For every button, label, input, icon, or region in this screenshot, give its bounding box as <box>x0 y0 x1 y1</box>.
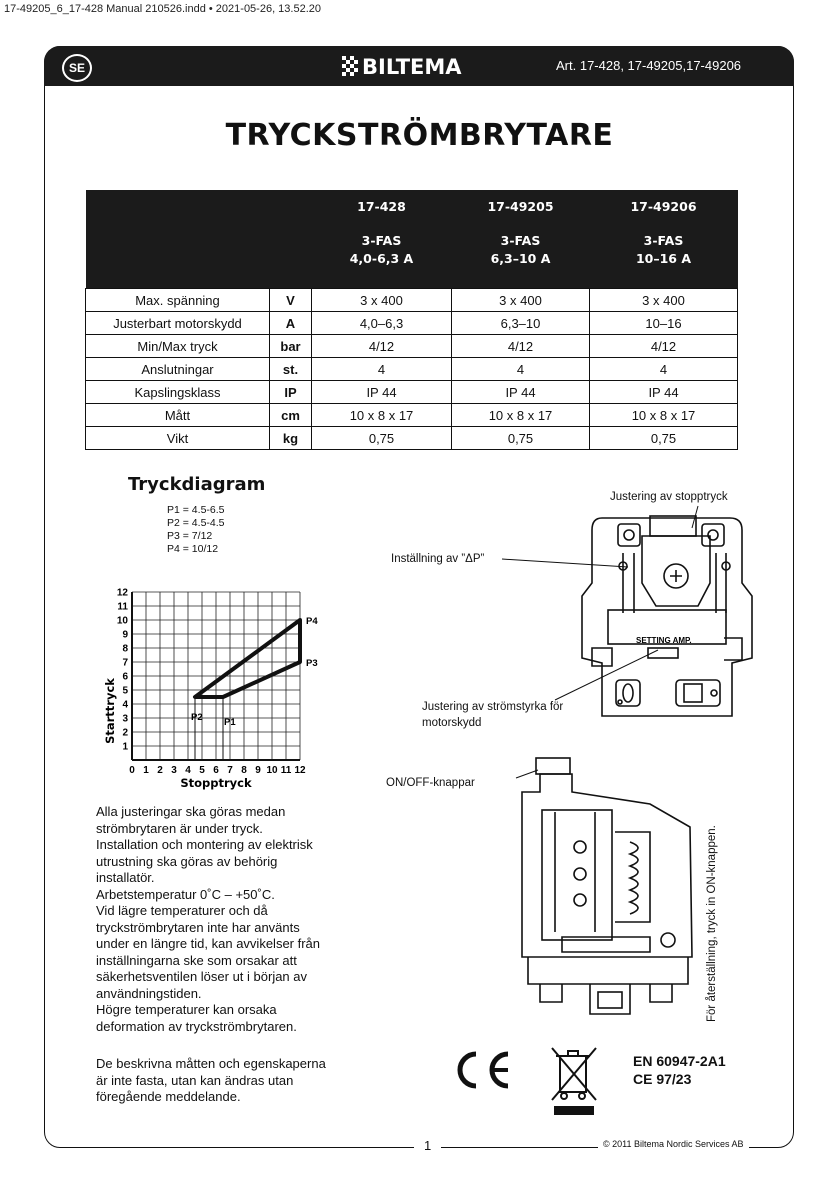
table-row <box>86 312 738 335</box>
text-line: Högre temperaturer kan orsaka <box>96 1002 277 1017</box>
checker-icon <box>342 56 358 76</box>
y-axis-label: Starttryck <box>103 678 117 744</box>
x-tick-label: 12 <box>294 765 306 776</box>
model-art: 17-428 <box>357 199 406 214</box>
table-cell: 3 x 400 <box>590 289 738 312</box>
article-number: Art. 17-428, 17-49205,17-49206 <box>556 58 742 73</box>
brand-name: BILTEMA <box>362 55 462 79</box>
model-header <box>452 190 590 289</box>
y-tick-label: 1 <box>122 741 128 753</box>
page-number: 1 <box>414 1138 441 1153</box>
x-tick-label: 5 <box>199 765 205 776</box>
x-tick-label: 4 <box>185 765 191 776</box>
row-label: Max. spänning <box>86 289 270 312</box>
diagram-title: Tryckdiagram <box>128 474 266 495</box>
table-row <box>86 381 738 404</box>
x-tick-label: 2 <box>157 765 163 776</box>
table-cell: 10 x 8 x 17 <box>590 404 738 427</box>
row-unit: IP <box>270 381 312 404</box>
model-phase: 3-FAS <box>643 233 684 248</box>
instructions-text <box>96 804 376 1035</box>
x-tick-label: 9 <box>255 765 261 776</box>
y-tick-label: 7 <box>122 657 128 669</box>
table-cell: IP 44 <box>452 381 590 404</box>
y-tick-label: 9 <box>122 629 128 641</box>
row-unit: kg <box>270 427 312 450</box>
y-tick-label: 5 <box>122 685 128 697</box>
table-cell: 6,3–10 <box>452 312 590 335</box>
model-header <box>590 190 738 289</box>
text-line: under en längre tid, kan avvikelser från <box>96 936 321 951</box>
spec-header-row <box>86 190 738 289</box>
table-row <box>86 358 738 381</box>
text-line: föregående meddelande. <box>96 1089 241 1104</box>
x-tick-label: 3 <box>171 765 177 776</box>
x-tick-label: 1 <box>143 765 149 776</box>
table-cell: 3 x 400 <box>452 289 590 312</box>
table-cell: 10 x 8 x 17 <box>312 404 452 427</box>
model-range: 10–16 A <box>635 251 692 266</box>
spec-header-blank <box>86 190 270 289</box>
text-line: utrustning ska göras av behörig <box>96 853 278 869</box>
text-line: Vid lägre temperaturer och då <box>96 903 268 918</box>
x-tick-label: 0 <box>129 765 135 776</box>
row-unit: st. <box>270 358 312 381</box>
document-title: TRYCKSTRÖMBRYTARE <box>225 118 614 153</box>
x-tick-label: 11 <box>280 765 292 776</box>
y-tick-label: 4 <box>122 699 128 711</box>
table-row <box>86 427 738 450</box>
standard-en: EN 60947-2A1 <box>633 1053 726 1069</box>
x-tick-label: 10 <box>266 765 278 776</box>
table-cell: 10 x 8 x 17 <box>452 404 590 427</box>
text-line: Arbetstemperatur 0˚C – +50˚C. <box>96 886 275 902</box>
row-unit: bar <box>270 335 312 358</box>
model-phase: 3-FAS <box>500 233 541 248</box>
y-tick-label: 10 <box>116 615 128 627</box>
model-header <box>312 190 452 289</box>
model-phase: 3-FAS <box>361 233 402 248</box>
table-cell: 4/12 <box>590 335 738 358</box>
table-cell: 0,75 <box>590 427 738 450</box>
model-range: 6,3–10 A <box>490 251 551 266</box>
table-cell: 10–16 <box>590 312 738 335</box>
row-label: Mått <box>86 404 270 427</box>
model-art: 17-49206 <box>630 199 697 214</box>
text-line: installatör. <box>96 870 155 885</box>
legend-entry: P3 = 7/12 <box>167 530 213 542</box>
disclaimer-text <box>96 1056 366 1106</box>
callout-stop-adjust: Justering av stopptryck <box>610 491 728 503</box>
y-tick-label: 6 <box>122 671 128 683</box>
row-label: Anslutningar <box>86 358 270 381</box>
pressure-chart <box>72 578 362 790</box>
language-badge: SE <box>62 54 92 82</box>
table-cell: 3 x 400 <box>312 289 452 312</box>
y-tick-label: 11 <box>117 601 128 613</box>
text-line: strömbrytaren är under tryck. <box>96 820 263 836</box>
text-line: är inte fasta, utan kan ändras utan <box>96 1072 294 1088</box>
row-unit: V <box>270 289 312 312</box>
device-section-illustration <box>500 752 715 1027</box>
reset-note: För återställning, tryck in ON-knappen. <box>706 825 718 1022</box>
table-cell: 4/12 <box>452 335 590 358</box>
table-cell: 0,75 <box>312 427 452 450</box>
callout-onoff: ON/OFF-knappar <box>386 777 475 789</box>
text-line: Alla justeringar ska göras medan <box>96 804 286 819</box>
table-row <box>86 289 738 312</box>
row-unit: cm <box>270 404 312 427</box>
row-label: Vikt <box>86 427 270 450</box>
copyright: © 2011 Biltema Nordic Services AB <box>598 1139 749 1149</box>
model-art: 17-49205 <box>487 199 554 214</box>
table-cell: 0,75 <box>452 427 590 450</box>
point-label: P1 <box>224 717 236 728</box>
model-range: 4,0-6,3 A <box>349 251 414 266</box>
table-cell: IP 44 <box>590 381 738 404</box>
table-cell: 4 <box>452 358 590 381</box>
legend-entry: P4 = 10/12 <box>167 543 219 555</box>
callout-delta-p: Inställning av ”ΔP” <box>391 553 485 565</box>
row-label: Min/Max tryck <box>86 335 270 358</box>
table-cell: IP 44 <box>312 381 452 404</box>
brand-logo <box>342 52 502 80</box>
table-row <box>86 335 738 358</box>
table-row <box>86 404 738 427</box>
row-label: Kapslingsklass <box>86 381 270 404</box>
x-axis-label: Stopptryck <box>180 776 252 790</box>
text-line: Installation och montering av elektrisk <box>96 837 313 852</box>
y-tick-label: 3 <box>122 713 128 725</box>
row-label: Justerbart motorskydd <box>86 312 270 335</box>
table-cell: 4 <box>312 358 452 381</box>
y-tick-label: 8 <box>122 643 128 655</box>
ce-mark-icon <box>450 1048 514 1092</box>
text-line: användningstiden. <box>96 985 202 1001</box>
point-label: P2 <box>191 712 203 723</box>
text-line: De beskrivna måtten och egenskaperna <box>96 1056 326 1071</box>
y-tick-label: 2 <box>122 727 128 739</box>
file-meta: 17-49205_6_17-428 Manual 210526.indd • 2021-05-26, 13.52.20 <box>4 3 322 15</box>
text-line: säkerhetsventilen löser ut i början av <box>96 969 308 984</box>
text-line: deformation av tryckströmbrytaren. <box>96 1018 297 1034</box>
point-label: P3 <box>306 658 318 669</box>
x-tick-label: 8 <box>241 765 247 776</box>
table-cell: 4/12 <box>312 335 452 358</box>
callout-current-adjust: Justering av strömstyrka för <box>422 701 564 713</box>
text-line: tryckströmbrytaren inte har använts <box>96 919 300 935</box>
legend-entry: P1 = 4.5-6.5 <box>167 504 225 516</box>
spec-header-unit <box>270 190 312 289</box>
standards-text <box>633 1052 726 1088</box>
x-tick-label: 7 <box>227 765 233 776</box>
standard-ce: CE 97/23 <box>633 1071 692 1087</box>
text-line: inställningarna ske som orsakar att <box>96 952 297 968</box>
y-tick-label: 12 <box>116 587 128 599</box>
table-cell: 4 <box>590 358 738 381</box>
weee-bin-icon <box>548 1046 600 1118</box>
callout-current-adjust-2: motorskydd <box>422 717 482 729</box>
x-tick-label: 6 <box>213 765 219 776</box>
setting-amp-label: SETTING AMP. <box>636 636 692 645</box>
table-cell: 4,0–6,3 <box>312 312 452 335</box>
row-unit: A <box>270 312 312 335</box>
pressure-range-polygon <box>195 620 300 697</box>
legend-entry: P2 = 4.5-4.5 <box>167 517 225 529</box>
spec-table <box>85 190 738 450</box>
point-label: P4 <box>306 616 318 627</box>
